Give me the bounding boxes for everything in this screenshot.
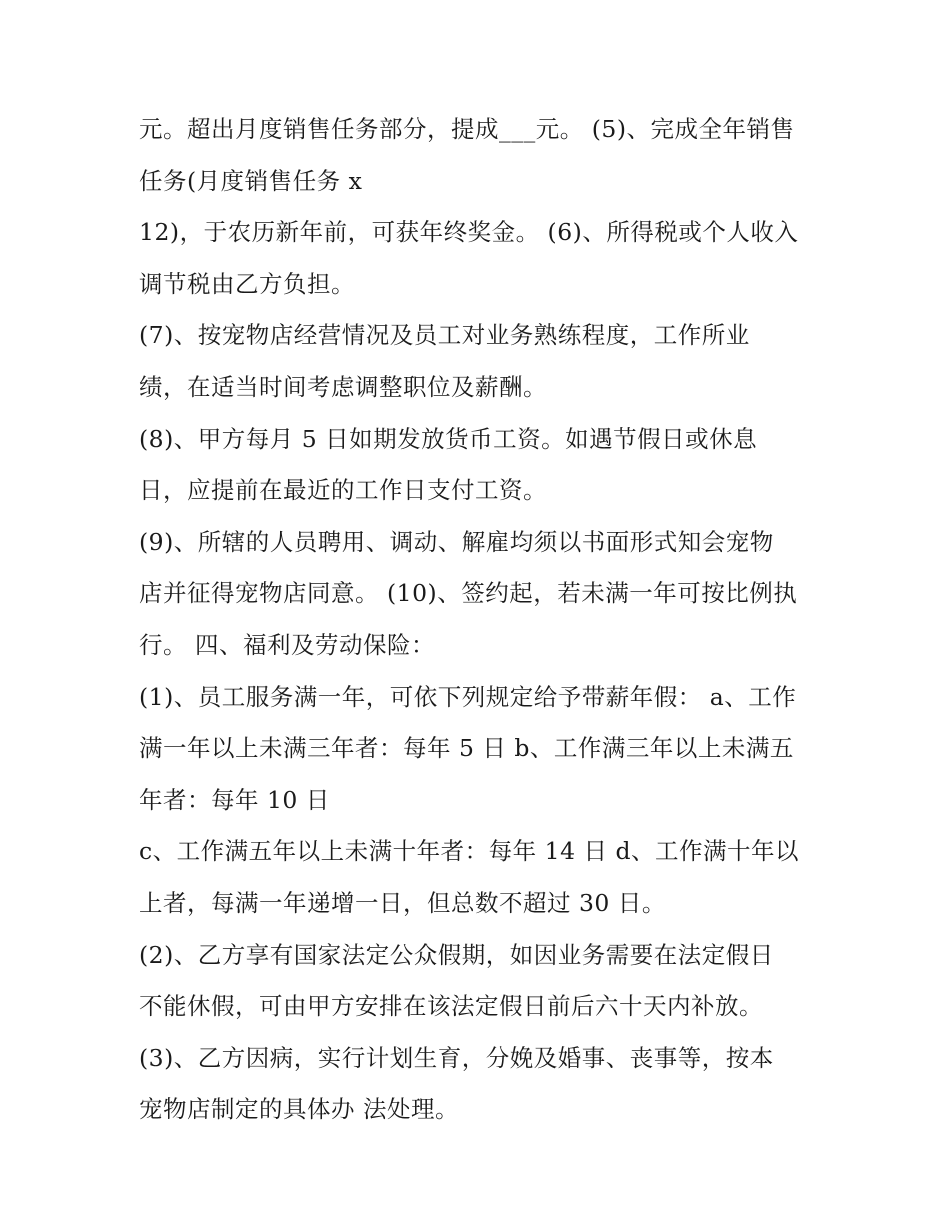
text-line: 12)，于农历新年前，可获年终奖金。 (6)、所得税或个人收入: [139, 218, 799, 247]
text-line: (7)、按宠物店经营情况及员工对业务熟练程度，工作所业: [139, 321, 750, 350]
text-line: 店并征得宠物店同意。 (10)、签约起，若未满一年可按比例执: [139, 579, 798, 608]
text-line: c、工作满五年以上未满十年者：每年 14 日 d、工作满十年以: [139, 837, 800, 866]
body-text: [139, 104, 839, 1136]
text-line: 绩，在适当时间考虑调整职位及薪酬。: [139, 372, 547, 401]
text-line: 满一年以上未满三年者：每年 5 日 b、工作满三年以上未满五: [139, 734, 794, 763]
text-line: 宠物店制定的具体办 法处理。: [139, 1095, 459, 1124]
text-line: (8)、甲方每月 5 日如期发放货币工资。如遇节假日或休息: [139, 424, 758, 453]
text-line: (2)、乙方享有国家法定公众假期，如因业务需要在法定假日: [139, 940, 774, 969]
text-line: 任务(月度销售任务 x: [139, 166, 363, 195]
text-line: 年者：每年 10 日: [139, 785, 330, 814]
text-line: 上者，每满一年递增一日，但总数不超过 30 日。: [139, 888, 666, 917]
text-line: (3)、乙方因病，实行计划生育，分娩及婚事、丧事等，按本: [139, 1043, 774, 1072]
text-line: (9)、所辖的人员聘用、调动、解雇均须以书面形式知会宠物: [139, 527, 774, 556]
text-line: 日，应提前在最近的工作日支付工资。: [139, 476, 547, 505]
text-line: 元。超出月度销售任务部分，提成___元。 (5)、完成全年销售: [139, 115, 795, 143]
text-line: 不能休假，可由甲方安排在该法定假日前后六十天内补放。: [139, 992, 763, 1021]
text-line: 调节税由乙方负担。: [139, 269, 355, 298]
text-line: (1)、员工服务满一年，可依下列规定给予带薪年假： a、工作: [139, 682, 797, 711]
text-line: 行。 四、福利及劳动保险：: [139, 630, 435, 659]
